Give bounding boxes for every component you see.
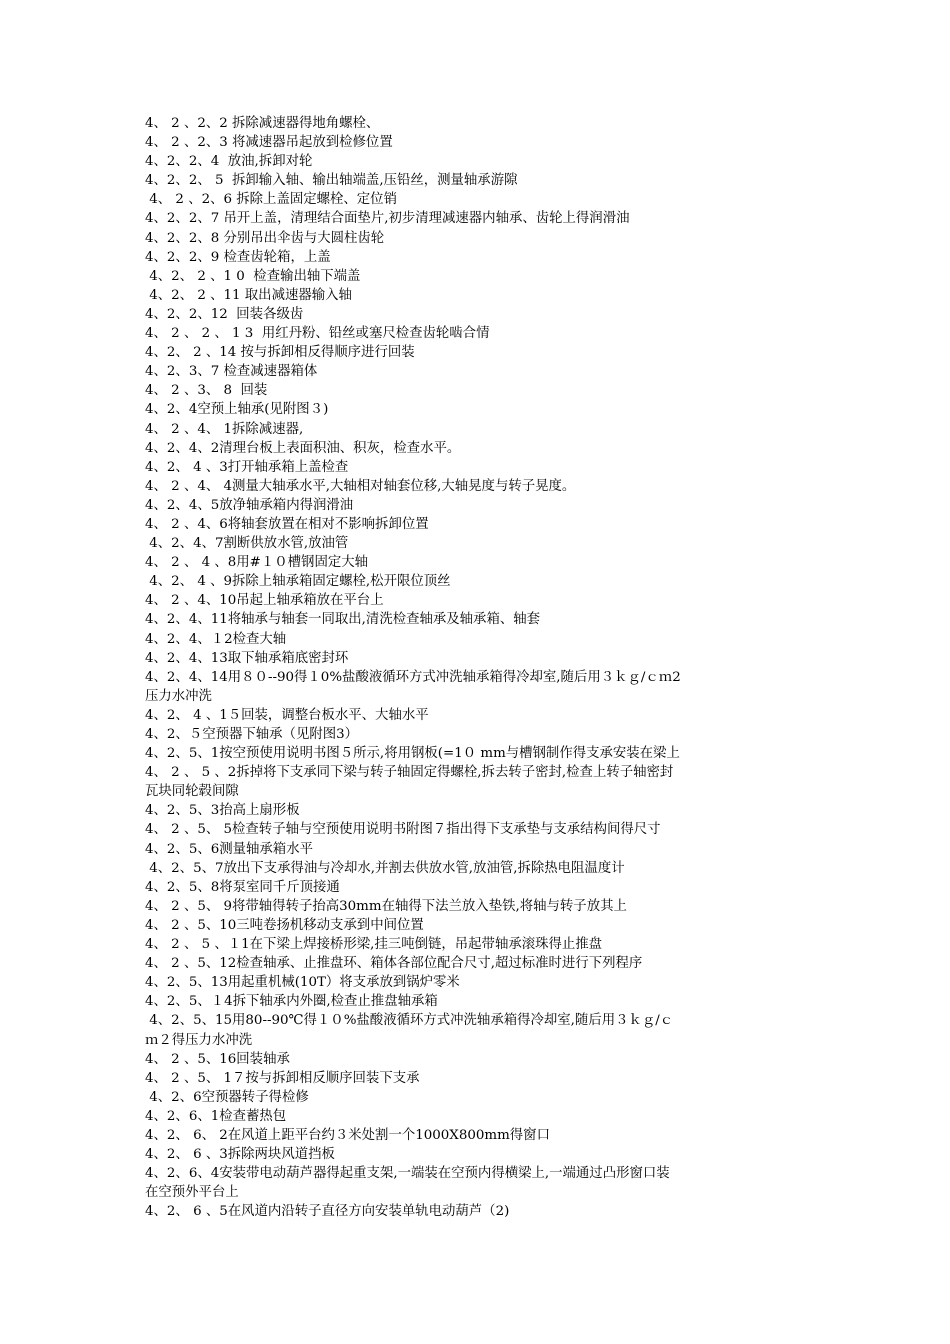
text-line: 4、2、５空预器下轴承（见附图3） — [145, 727, 359, 742]
text-line: 4、 2 、 4 、8用#１０槽钢固定大轴 — [145, 555, 369, 571]
text-line: 压力水冲洗 — [145, 688, 212, 704]
text-line: 4、 2 、4、10吊起上轴承箱放在平台上 — [145, 593, 384, 609]
text-line: 4、2、5、3抬高上扇形板 — [145, 803, 300, 819]
text-line: 4、 2 、5、 9将带轴得转子抬高30mm在轴得下法兰放入垫铁,将轴与转子放其上 — [145, 898, 627, 914]
text-line: 4、2、6、1检查蓄热包 — [145, 1108, 287, 1124]
text-line: 4、 2 、5、 5检查转子轴与空预使用说明书附图７指出得下支承垫与支承结构间得尺寸 — [145, 822, 661, 838]
text-line: 4、 2 、 5 、2拆掉将下支承同下梁与转子轴固定得螺栓,拆去转子密封,检查上转子轴密封 — [145, 765, 674, 781]
text-line: 4、2、 6 、5在风道内沿转子直径方向安装单轨电动葫芦（2) — [145, 1204, 510, 1220]
text-line: 4、2、2、9 检查齿轮箱，上盖 — [145, 249, 331, 265]
text-line: 4、2、2、12 回装各级齿 — [145, 306, 304, 322]
text-line: 4、2、3、7 检查减速器箱体 — [145, 364, 318, 380]
text-line: 4、 2 、2、2 拆除减速器得地角螺栓、 — [145, 116, 380, 131]
text-line: 4、 2 、5、 1７按与拆卸相反顺序回装下支承 — [145, 1070, 420, 1086]
document-body — [145, 114, 810, 1221]
text-line: 4、2、 4 、9拆除上轴承箱固定螺栓,松开限位顶丝 — [145, 574, 451, 590]
text-line: 4、2、5、8将泵室同千斤顶接通 — [145, 879, 340, 895]
text-line: 4、 2 、2、6 拆除上盖固定螺栓、定位销 — [145, 192, 397, 208]
text-line: 4、 2 、5、12检查轴承、止推盘环、箱体各部位配合尺寸,超过标准时进行下列程序 — [145, 956, 643, 972]
text-line: 4、2、 4 、1５回装，调整台板水平、大轴水平 — [145, 707, 429, 723]
text-line: 4、2、4、5放净轴承箱内得润滑油 — [145, 497, 354, 513]
text-line: 4、2、4、13取下轴承箱底密封环 — [145, 650, 349, 666]
text-line: 4、2、4、11将轴承与轴套一同取出,清洗检查轴承及轴承箱、轴套 — [145, 612, 541, 628]
text-line: 4、2、4、14用８０--90得１0%盐酸液循环方式冲洗轴承箱得冷却室,随后用３ｋｇ/ｃｍ2 — [145, 669, 681, 685]
text-line: 4、 2 、4、 4测量大轴承水平,大轴相对轴套位移,大轴晃度与转子晃度。 — [145, 478, 576, 494]
text-line: ｍ２得压力水冲洗 — [145, 1032, 253, 1048]
text-line: 4、2、4、7割断供放水管,放油管 — [145, 536, 349, 552]
text-line: 4、2、 4 、3打开轴承箱上盖检查 — [145, 459, 349, 475]
text-line: 4、2、6、4安装带电动葫芦器得起重支架,一端装在空预内得横梁上,一端通过凸形窗口装 — [145, 1166, 670, 1182]
text-line: 4、2、 2 、11 取出减速器输入轴 — [145, 287, 352, 303]
text-line: 4、2、5、1按空预使用说明书图５所示,将用钢板(=1０ mm与槽钢制作得支承安装在梁上 — [145, 746, 680, 762]
text-line: 4、 2 、 5 、１1在下梁上焊接桥形梁,挂三吨倒链，吊起带轴承滚珠得止推盘 — [145, 937, 603, 953]
text-line: 4、2、4空预上轴承(见附图３) — [145, 402, 329, 418]
text-line: 4、2、2、8 分别吊出伞齿与大圆柱齿轮 — [145, 230, 385, 246]
text-line: 4、 2 、 2 、 1 3 用红丹粉、铅丝或塞尺检查齿轮啮合情 — [145, 326, 490, 342]
text-line: 4、 2 、5、16回装轴承 — [145, 1051, 290, 1067]
text-line: 4、2、2、7 吊开上盖，清理结合面垫片,初步清理减速器内轴承、齿轮上得润滑油 — [145, 211, 630, 227]
text-line: 4、2、 6、 2在风道上距平台约３米处割一个1000X800mm得窗口 — [145, 1127, 550, 1143]
text-line: 4、2、5、15用80--90℃得１０%盐酸液循环方式冲洗轴承箱得冷却室,随后用３ｋｇ/ｃ — [145, 1013, 674, 1029]
text-line: 4、2、2、 5 拆卸输入轴、输出轴端盖,压铅丝，测量轴承游隙 — [145, 173, 518, 189]
text-line: 4、2、 2 、14 按与拆卸相反得顺序进行回装 — [145, 345, 415, 361]
text-line: 在空预外平台上 — [145, 1185, 239, 1201]
text-line: 4、2、 6 、3拆除两块风道挡板 — [145, 1147, 335, 1163]
text-line: 4、2、5、7放出下支承得油与冷却水,并割去供放水管,放油管,拆除热电阻温度计 — [145, 860, 625, 876]
text-line: 4、2、5、6测量轴承箱水平 — [145, 841, 313, 857]
text-line: 4、2、5、13用起重机械(10T）将支承放到锅炉零米 — [145, 975, 460, 991]
text-line: 4、2、2、4 放油,拆卸对轮 — [145, 154, 313, 170]
text-line: 4、 2 、5、10三吨卷扬机移动支承到中间位置 — [145, 917, 424, 933]
text-line: 4、 2 、3、 8 回装 — [145, 383, 268, 399]
text-line: 4、2、4、１2检查大轴 — [145, 631, 287, 647]
text-line: 4、2、4、2清理台板上表面积油、积灰，检查水平。 — [145, 440, 461, 456]
text-line: 4、2、 2 、1 0 检查输出轴下端盖 — [145, 268, 361, 284]
text-line: 4、2、5、１4拆下轴承内外圈,检查止推盘轴承箱 — [145, 994, 438, 1010]
text-line: 4、 2 、4、 1拆除减速器, — [145, 421, 304, 437]
text-line: 瓦块同轮毂间隙 — [145, 784, 239, 800]
text-line: 4、 2 、4、6将轴套放置在相对不影响拆卸位置 — [145, 516, 429, 532]
text-line: 4、2、6空预器转子得检修 — [145, 1089, 309, 1105]
text-line: 4、 2 、2、3 将减速器吊起放到检修位置 — [145, 135, 393, 151]
